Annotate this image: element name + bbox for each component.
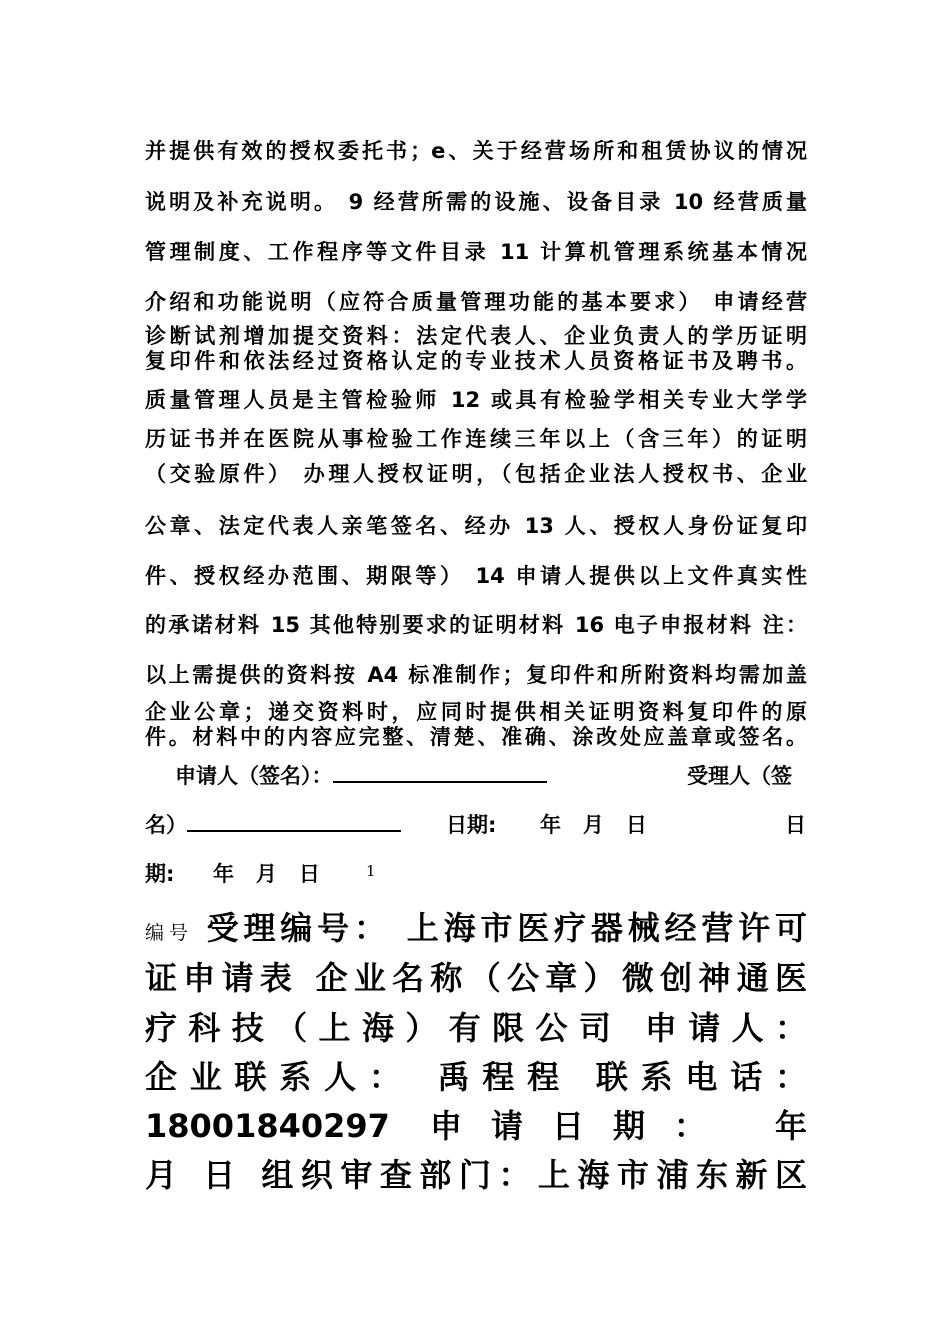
paragraph-line-5: 诊断试剂增加提交资料：法定代表人、企业负责人的学历证明: [145, 324, 807, 348]
paragraph-line-4: 介绍和功能说明（应符合质量管理功能的基本要求） 申请经营: [145, 290, 807, 314]
date-label2-part1: 日: [785, 813, 806, 837]
form-line-3: 疗科技（上海）有限公司 申请人：: [145, 1009, 807, 1047]
date-label2-part2: 期:: [145, 862, 175, 886]
applicant-signature-blank: [333, 763, 547, 783]
form-number-label: 编号: [145, 922, 193, 944]
paragraph-line-8: 历证书并在医院从事检验工作连续三年以上（含三年）的证明: [145, 427, 807, 451]
form-line-6: 月 日 组织审查部门：上海市浦东新区: [145, 1156, 807, 1194]
paragraph-line-11: 件、授权经办范围、期限等） 14 申请人提供以上文件真实性: [145, 564, 807, 588]
form-line-1: [145, 903, 807, 949]
acceptor-label-part2: 名）: [145, 813, 187, 837]
paragraph-line-10: 公章、法定代表人亲笔签名、经办 13 人、授权人身份证复印: [145, 514, 807, 538]
acceptor-signature-blank: [187, 812, 401, 832]
date-label: 日期:: [446, 813, 497, 837]
paragraph-line-15: 件。材料中的内容应完整、清楚、准确、涂改处应盖章或签名。: [145, 725, 807, 749]
paragraph-line-9: （交验原件） 办理人授权证明，（包括企业法人授权书、企业: [145, 462, 807, 486]
paragraph-line-13: 以上需提供的资料按 A4 标准制作；复印件和所附资料均需加盖: [145, 663, 807, 687]
form-line-1-text: 受理编号： 上海市医疗器械经营许可: [206, 909, 807, 947]
paragraph-line-12: 的承诺材料 15 其他特别要求的证明材料 16 电子申报材料 注：: [145, 613, 807, 637]
paragraph-line-3: 管理制度、工作程序等文件目录 11 计算机管理系统基本情况: [145, 240, 807, 264]
form-line-4: 企业联系人： 禹程程 联系电话：: [145, 1058, 807, 1096]
page-number: 1: [366, 862, 376, 880]
form-line-5: 18001840297 申请日期： 年: [145, 1107, 807, 1145]
paragraph-line-2: 说明及补充说明。 9 经营所需的设施、设备目录 10 经营质量: [145, 190, 807, 214]
date-value2: 年 月 日: [213, 862, 320, 886]
paragraph-line-1: 并提供有效的授权委托书；e、关于经营场所和租赁协议的情况: [145, 139, 807, 163]
paragraph-line-6: 复印件和依法经过资格认定的专业技术人员资格证书及聘书。: [145, 349, 807, 373]
paragraph-line-14: 企业公章；递交资料时，应同时提供相关证明资料复印件的原: [145, 700, 807, 724]
form-line-2: 证申请表 企业名称（公章）微创神通医: [145, 959, 807, 997]
acceptor-signature: [145, 809, 401, 839]
acceptor-label-part1: 受理人（签: [687, 764, 792, 788]
date-value: 年 月 日: [540, 813, 647, 837]
applicant-label: 申请人（签名）：: [175, 764, 333, 788]
applicant-signature: [175, 760, 547, 790]
paragraph-line-7: 质量管理人员是主管检验师 12 或具有检验学相关专业大学学: [145, 388, 807, 412]
